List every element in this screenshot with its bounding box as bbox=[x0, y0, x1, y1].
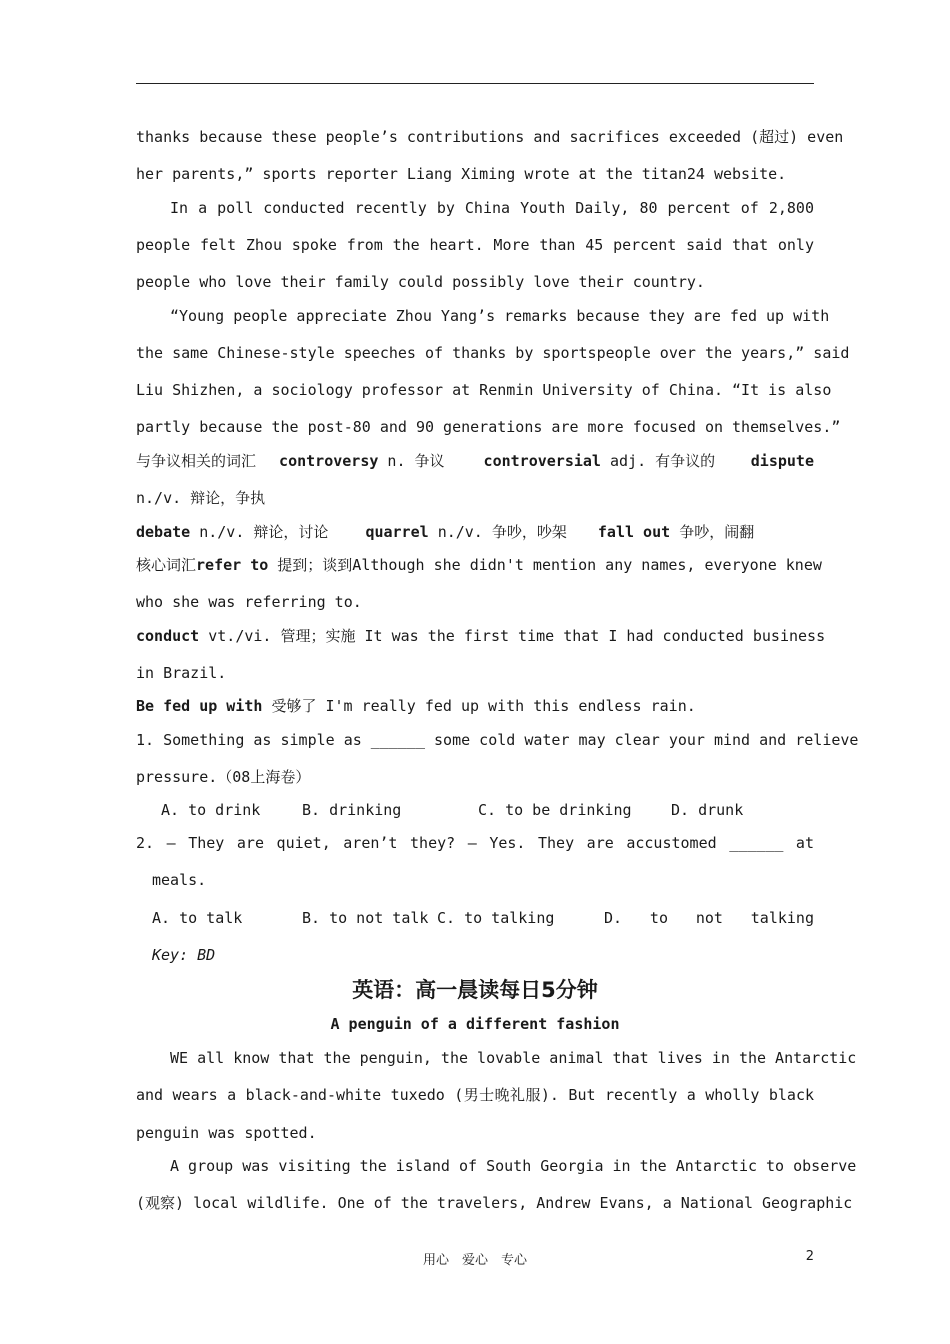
vocab-word: Be fed up with bbox=[136, 697, 263, 715]
vocab-def: n. 争议 bbox=[387, 452, 445, 470]
vocab-def: n./v. 辩论，讨论 bbox=[199, 523, 329, 541]
question-1: 1. Something as simple as ______ some cold water may clear your mind and relieve bbox=[136, 731, 859, 749]
vocab-word: refer to bbox=[196, 556, 269, 574]
option-d: D. to not talking bbox=[604, 909, 814, 927]
vocab-example: 受够了 I'm really fed up with this endless rain. bbox=[271, 697, 696, 715]
option-b: B. to not talk bbox=[302, 909, 429, 927]
option-b: B. drinking bbox=[302, 801, 402, 819]
section-title: 英语：高一晨读每日5分钟 bbox=[352, 978, 598, 1002]
option-d: D. drunk bbox=[671, 801, 744, 819]
vocab-def: adj. 有争议的 bbox=[609, 452, 716, 470]
vocab-word: controversy bbox=[279, 452, 379, 470]
vocab-prefix: 与争议相关的词汇 bbox=[136, 452, 257, 470]
passage-line: Liu Shizhen, a sociology professor at Renmin University of China. “It is also bbox=[136, 381, 832, 399]
vocab-line-fed-up bbox=[136, 696, 814, 716]
vocab-word: debate bbox=[136, 523, 191, 541]
passage-line: people who love their family could possibly love their country. bbox=[136, 273, 705, 291]
option-a: A. to talk bbox=[152, 909, 243, 927]
article-line: WE all know that the penguin, the lovable animal that lives in the Antarctic bbox=[170, 1049, 857, 1067]
vocab-word: fall out bbox=[597, 523, 671, 541]
header-rule bbox=[136, 83, 814, 84]
question-1-cont: pressure.（08上海卷） bbox=[136, 768, 311, 786]
passage-line: In a poll conducted recently by China Youth Daily, 80 percent of 2,800 bbox=[170, 199, 814, 217]
page-number: 2 bbox=[805, 1249, 814, 1264]
passage-line: her parents,” sports reporter Liang Ximing wrote at the titan24 website. bbox=[136, 165, 787, 183]
vocab-line-debate bbox=[136, 522, 814, 542]
passage-line: thanks because these people’s contributions and sacrifices exceeded (超过) even bbox=[136, 128, 844, 146]
question-2-cont: meals. bbox=[152, 871, 207, 889]
vocab-word: controversial bbox=[483, 452, 601, 470]
vocab-def: n./v. 辩论，争执 bbox=[136, 489, 266, 507]
article-line: penguin was spotted. bbox=[136, 1124, 317, 1142]
article-title: A penguin of a different fashion bbox=[330, 1015, 620, 1033]
vocab-def: n./v. 争吵，吵架 bbox=[437, 523, 567, 541]
question-2: 2. – They are quiet, aren’t they? – Yes. They are accustomed ______ at bbox=[136, 834, 814, 852]
vocab-line-refer bbox=[136, 555, 822, 575]
answer-key: Key: BD bbox=[152, 946, 216, 964]
passage-line: people felt Zhou spoke from the heart. More than 45 percent said that only bbox=[136, 236, 814, 254]
passage-line: “Young people appreciate Zhou Yang’s remarks because they are fed up with bbox=[170, 307, 830, 325]
passage-line: the same Chinese-style speeches of thanks by sportspeople over the years,” said bbox=[136, 344, 850, 362]
option-c: C. to be drinking bbox=[478, 801, 632, 819]
article-line: A group was visiting the island of South Georgia in the Antarctic to observe bbox=[170, 1157, 857, 1175]
vocab-def: 争吵，闹翻 bbox=[679, 523, 755, 541]
vocab-word: dispute bbox=[750, 452, 814, 470]
vocab-example: who she was referring to. bbox=[136, 593, 362, 611]
option-c: C. to talking bbox=[437, 909, 555, 927]
vocab-example: 提到；谈到Although she didn't mention any names, everyone knew bbox=[277, 556, 822, 574]
vocab-line-dispute bbox=[136, 451, 814, 471]
vocab-word: quarrel bbox=[365, 523, 429, 541]
option-a: A. to drink bbox=[161, 801, 261, 819]
article-line: (观察) local wildlife. One of the travelers, Andrew Evans, a National Geographic bbox=[136, 1194, 853, 1212]
vocab-word: conduct bbox=[136, 627, 200, 645]
page-footer: 用心 爱心 专心 bbox=[422, 1253, 527, 1268]
vocab-example: vt./vi. 管理；实施 It was the first time that I had conducted business bbox=[208, 627, 826, 645]
vocab-prefix: 核心词汇 bbox=[136, 556, 197, 574]
vocab-example: in Brazil. bbox=[136, 664, 227, 682]
article-line: and wears a black-and-white tuxedo (男士晚礼服). But recently a wholly black bbox=[136, 1086, 814, 1104]
passage-line: partly because the post-80 and 90 generations are more focused on themselves.” bbox=[136, 418, 841, 436]
vocab-line-conduct bbox=[136, 626, 826, 646]
